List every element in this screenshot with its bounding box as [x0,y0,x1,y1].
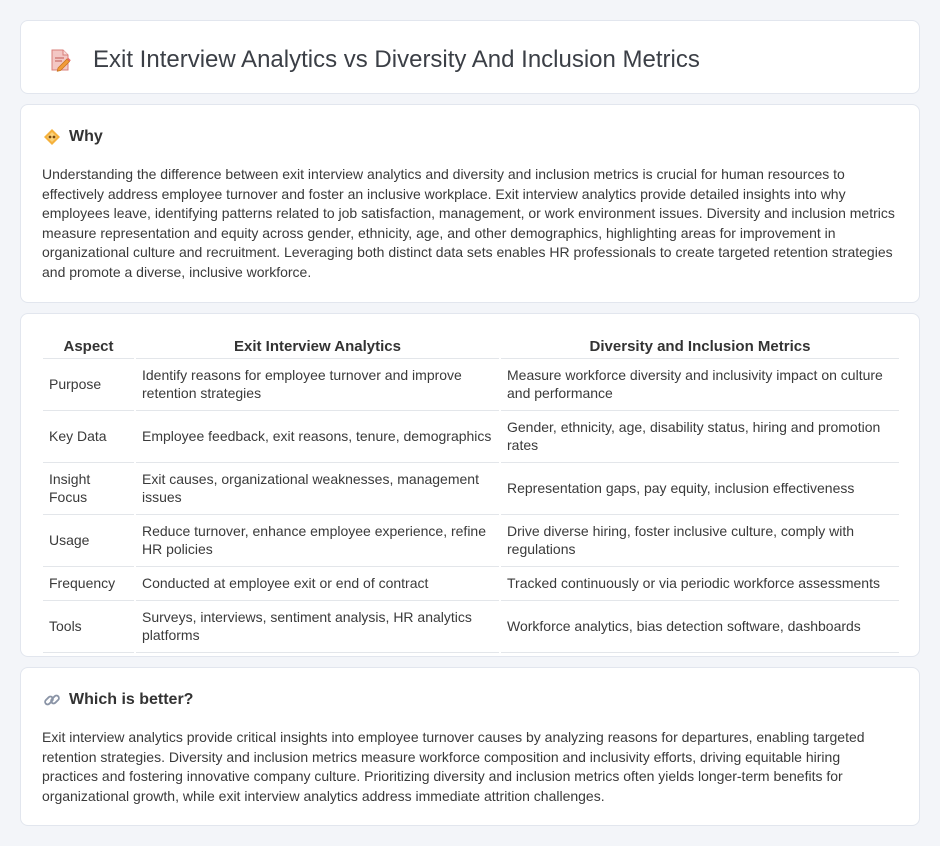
table-row [43,600,899,652]
why-section [20,104,920,303]
table-cell: Exit causes, organizational weaknesses, management issues [135,462,500,514]
document-pencil-icon [47,47,73,73]
sparkle-diamond-icon [43,128,61,146]
table-cell-aspect: Insight Focus [43,462,135,514]
table-row [43,566,899,600]
table-cell: Surveys, interviews, sentiment analysis, HR analytics platforms [135,600,500,652]
table-cell: Gender, ethnicity, age, disability status, hiring and promotion rates [500,410,899,462]
table-cell: Workforce analytics, bias detection software, dashboards [500,600,899,652]
table-row [43,462,899,514]
link-icon [43,691,61,709]
table-cell: Conducted at employee exit or end of contract [135,566,500,600]
why-paragraph: Understanding the difference between exit interview analytics and diversity and inclusion metrics is crucial for human resources to effectively address employee turnover and foster an inclusive workplace. Exit interview analytics provide detailed insights into why employees leave, identifying patterns related to job satisfaction, management, or work environment issues. Diversity and inclusion metrics measure representation and equity across gender, ethnicity, age, and other demographics, highlighting areas for improvement in organizational culture and recruitment. Leveraging both distinct data sets enables HR professionals to create targeted retention strategies and promote a diverse, inclusive workforce. [42,166,895,280]
which-is-better-section [20,667,920,826]
comparison-section [20,313,920,657]
better-paragraph: Exit interview analytics provide critical insights into employee turnover causes by analyzing reasons for departures, enabling targeted retention strategies. Diversity and inclusion metrics measure workforce composition and inclusivity efforts, driving equitable hiring practices and fostering innovative company culture. Prioritizing diversity and inclusion metrics often yields longer-term benefits for organizational growth, while exit interview analytics address immediate attrition challenges. [42,729,865,804]
column-header: Aspect [43,336,135,358]
table-cell-aspect: Frequency [43,566,135,600]
table-cell: Measure workforce diversity and inclusivity impact on culture and performance [500,358,899,410]
header-card [20,20,920,94]
table-row [43,358,899,410]
better-title: Which is better? [69,691,194,708]
table-cell: Representation gaps, pay equity, inclusion effectiveness [500,462,899,514]
table-cell-aspect: Key Data [43,410,135,462]
page-title: Exit Interview Analytics vs Diversity And Inclusion Metrics [93,46,700,73]
table-cell-aspect: Purpose [43,358,135,410]
better-heading [43,690,193,710]
table-cell: Reduce turnover, enhance employee experience, refine HR policies [135,514,500,566]
table-cell: Drive diverse hiring, foster inclusive culture, comply with regulations [500,514,899,566]
table-cell-aspect: Usage [43,514,135,566]
comparison-table [43,336,899,653]
table-row [43,410,899,462]
why-title: Why [69,128,103,145]
why-heading [43,127,103,147]
table-cell: Employee feedback, exit reasons, tenure, demographics [135,410,500,462]
table-header-row [43,336,899,358]
table-cell: Identify reasons for employee turnover and improve retention strategies [135,358,500,410]
table-cell: Tracked continuously or via periodic workforce assessments [500,566,899,600]
column-header: Diversity and Inclusion Metrics [500,336,899,358]
table-cell-aspect: Tools [43,600,135,652]
table-row [43,514,899,566]
column-header: Exit Interview Analytics [135,336,500,358]
